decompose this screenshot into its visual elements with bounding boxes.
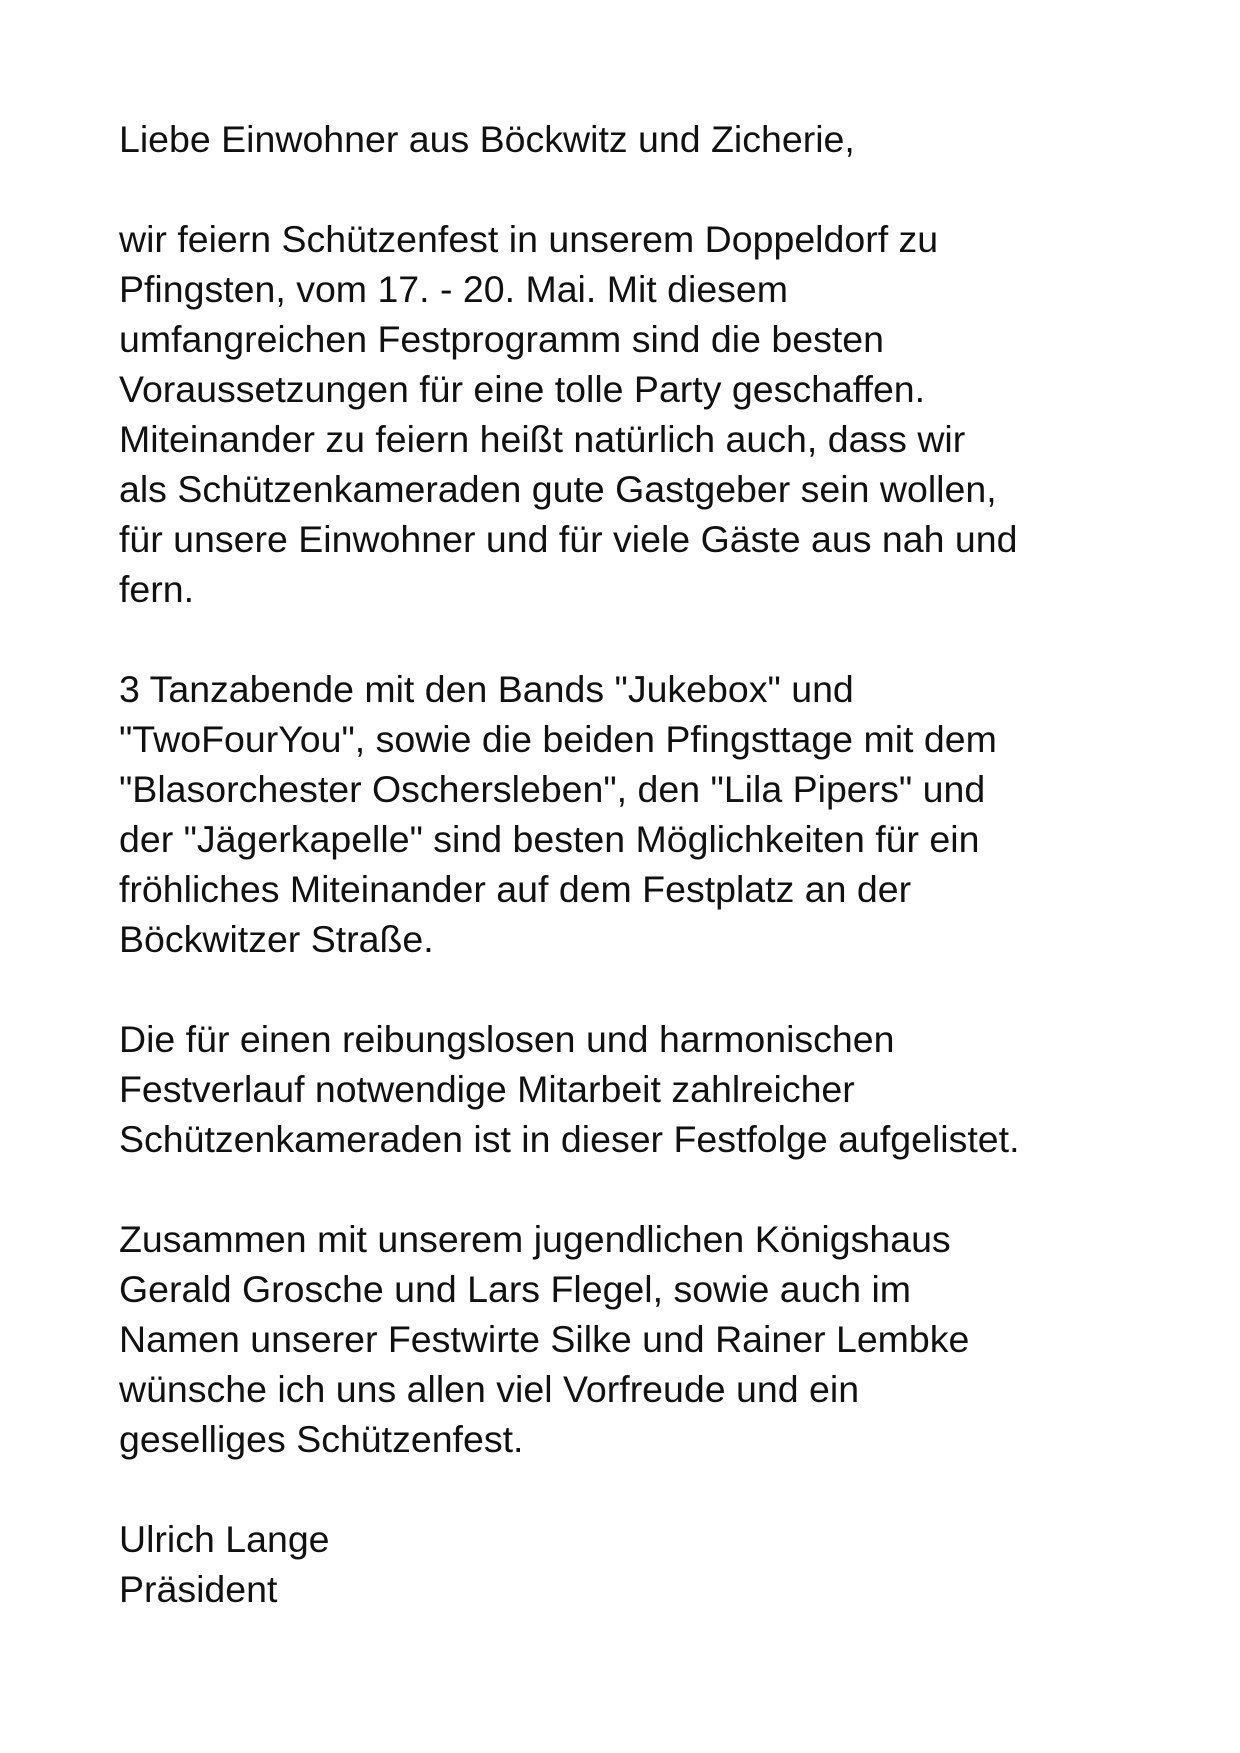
text-line: wünsche ich uns allen viel Vorfreude und ein [119,1368,860,1410]
signature-block [119,1514,1149,1614]
paragraph-gap [119,614,1149,664]
text-line: "Blasorchester Oschersleben", den "Lila Pipers" und [119,768,986,810]
letter-body [119,114,1149,1614]
text-line: umfangreichen Festprogramm sind die besten [119,318,884,360]
text-line: Die für einen reibungslosen und harmonischen [119,1018,895,1060]
text-line: Pfingsten, vom 17. - 20. Mai. Mit diesem [119,268,789,310]
text-line: Böckwitzer Straße. [119,918,434,960]
text-line: wir feiern Schützenfest in unserem Doppeldorf zu [119,218,939,260]
letter-greeting: Liebe Einwohner aus Böckwitz und Zicherie, [119,118,855,160]
signature-title: Präsident [119,1568,278,1610]
paragraph-bands [119,664,1149,964]
paragraph-gap [119,164,1149,214]
text-line: geselliges Schützenfest. [119,1418,524,1460]
text-line: "TwoFourYou", sowie die beiden Pfingsttage mit dem [119,718,997,760]
paragraph-gap [119,1464,1149,1514]
signature-name: Ulrich Lange [119,1518,330,1560]
paragraph-gap [119,1164,1149,1214]
text-line: fröhliches Miteinander auf dem Festplatz an der [119,868,912,910]
text-line: als Schützenkameraden gute Gastgeber sein wollen, [119,468,997,510]
paragraph-helpers [119,1014,1149,1164]
paragraph-festival-intro [119,214,1149,614]
text-line: Schützenkameraden ist in dieser Festfolge aufgelistet. [119,1118,1020,1160]
paragraph-closing-wishes [119,1214,1149,1464]
text-line: Namen unserer Festwirte Silke und Rainer Lembke [119,1318,970,1360]
text-line: für unsere Einwohner und für viele Gäste aus nah und [119,518,1018,560]
text-line: Miteinander zu feiern heißt natürlich auch, dass wir [119,418,966,460]
text-line: Zusammen mit unserem jugendlichen Königshaus [119,1218,951,1260]
text-line: Voraussetzungen für eine tolle Party geschaffen. [119,368,926,410]
paragraph-gap [119,964,1149,1014]
text-line: der "Jägerkapelle" sind besten Möglichkeiten für ein [119,818,980,860]
text-line: Gerald Grosche und Lars Flegel, sowie auch im [119,1268,912,1310]
text-line: Festverlauf notwendige Mitarbeit zahlreicher [119,1068,855,1110]
text-line: fern. [119,568,195,610]
text-line: 3 Tanzabende mit den Bands "Jukebox" und [119,668,854,710]
